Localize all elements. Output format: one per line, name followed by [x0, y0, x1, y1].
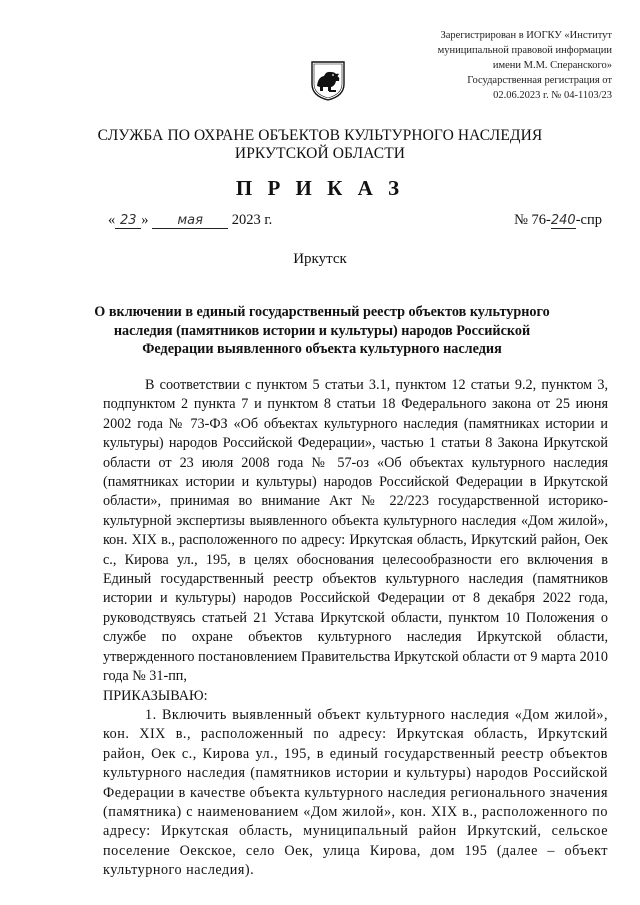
document-date [108, 212, 272, 229]
stamp-line: Зарегистрирован в ИОГКУ «Институт [440, 30, 612, 41]
registration-stamp [412, 28, 612, 103]
document-subject: О включении в единый государственный реестр объектов культурного наследия (памятников истории и культуры) народов Российской Федерации выявленного объекта культурного наследия [94, 304, 550, 357]
number-prefix: № 76- [514, 212, 551, 228]
date-close-quote: » [141, 212, 149, 228]
number-suffix: -спр [575, 212, 602, 228]
stamp-line: 02.06.2023 г. № 04-1103/23 [493, 90, 612, 101]
date-month: мая [152, 213, 228, 229]
order-item-1: 1. Включить выявленный объект культурного наследия «Дом жилой», кон. XIX в., расположенный по адресу: Иркутская область, Иркутский район, Оек с., Кирова ул., 195, в единый государственный реестр объектов культурного наследия (памятников истории и культуры) народов Российской Федерации в качестве объекта культурного наследия регионального значения (памятника) с наименованием «Дом жилой», кон. XIX в., расположенного по адресу: Иркутская область, муниципальный район Иркутский, сельское поселение Оекское, село Оек, улица Кирова, дом 195 (далее – объект культурного наследия). [103, 706, 608, 879]
agency-name-line1: СЛУЖБА ПО ОХРАНЕ ОБЪЕКТОВ КУЛЬТУРНОГО НАСЛЕДИЯ [97, 127, 543, 144]
order-word: ПРИКАЗЫВАЮ: [103, 687, 208, 704]
preamble-paragraph: В соответствии с пунктом 5 статьи 3.1, пунктом 12 статьи 9.2, пунктом 3, подпунктом 2 пункта 7 и пунктом 8 статьи 18 Федерального закона от 25 июня 2002 года № 73-ФЗ «Об объектах культурного наследия (памятниках истории и культуры) народов Российской Федерации», частью 1 статьи 8 Закона Иркутской области от 23 июля 2008 года № 57-оз «Об объектах культурного наследия (памятниках истории и культуры) народов Российской Федерации в Иркутской области», принимая во внимание Акт № 22/223 государственной историко-культурной экспертизы выявленного объекта культурного наследия «Дом жилой», кон. XIX в., расположенного по адресу: Иркутская область, Иркутский район, Оек с., Кирова ул., 195, в целях обоснования целесообразности его включения в Единый государственный реестр объектов культурного наследия (памятников истории и культуры) народов Российской Федерации от 8 декабря 2022 года, руководствуясь статьей 21 Устава Иркутской области, пунктом 10 Положения о службе по охране объектов культурного наследия Иркутской области, утвержденного постановлением Правительства Иркутской области от 9 марта 2010 года № 31-пп, [103, 377, 608, 685]
document-number [514, 212, 602, 229]
stamp-line: муниципальной правовой информации [437, 45, 612, 56]
document-body [103, 376, 608, 881]
number-handwritten: 240 [550, 213, 576, 228]
city-name: Иркутск [293, 251, 347, 267]
agency-name-line2: ИРКУТСКОЙ ОБЛАСТИ [234, 145, 406, 162]
document-type-title: П Р И К А З [235, 176, 405, 200]
irkutsk-coat-of-arms-icon [309, 60, 347, 102]
date-day: 23 [115, 213, 141, 229]
stamp-line: имени М.М. Сперанского» [492, 60, 612, 71]
stamp-line: Государственная регистрация от [467, 75, 612, 86]
date-open-quote: « [108, 212, 116, 228]
date-year: 2023 г. [231, 212, 273, 228]
